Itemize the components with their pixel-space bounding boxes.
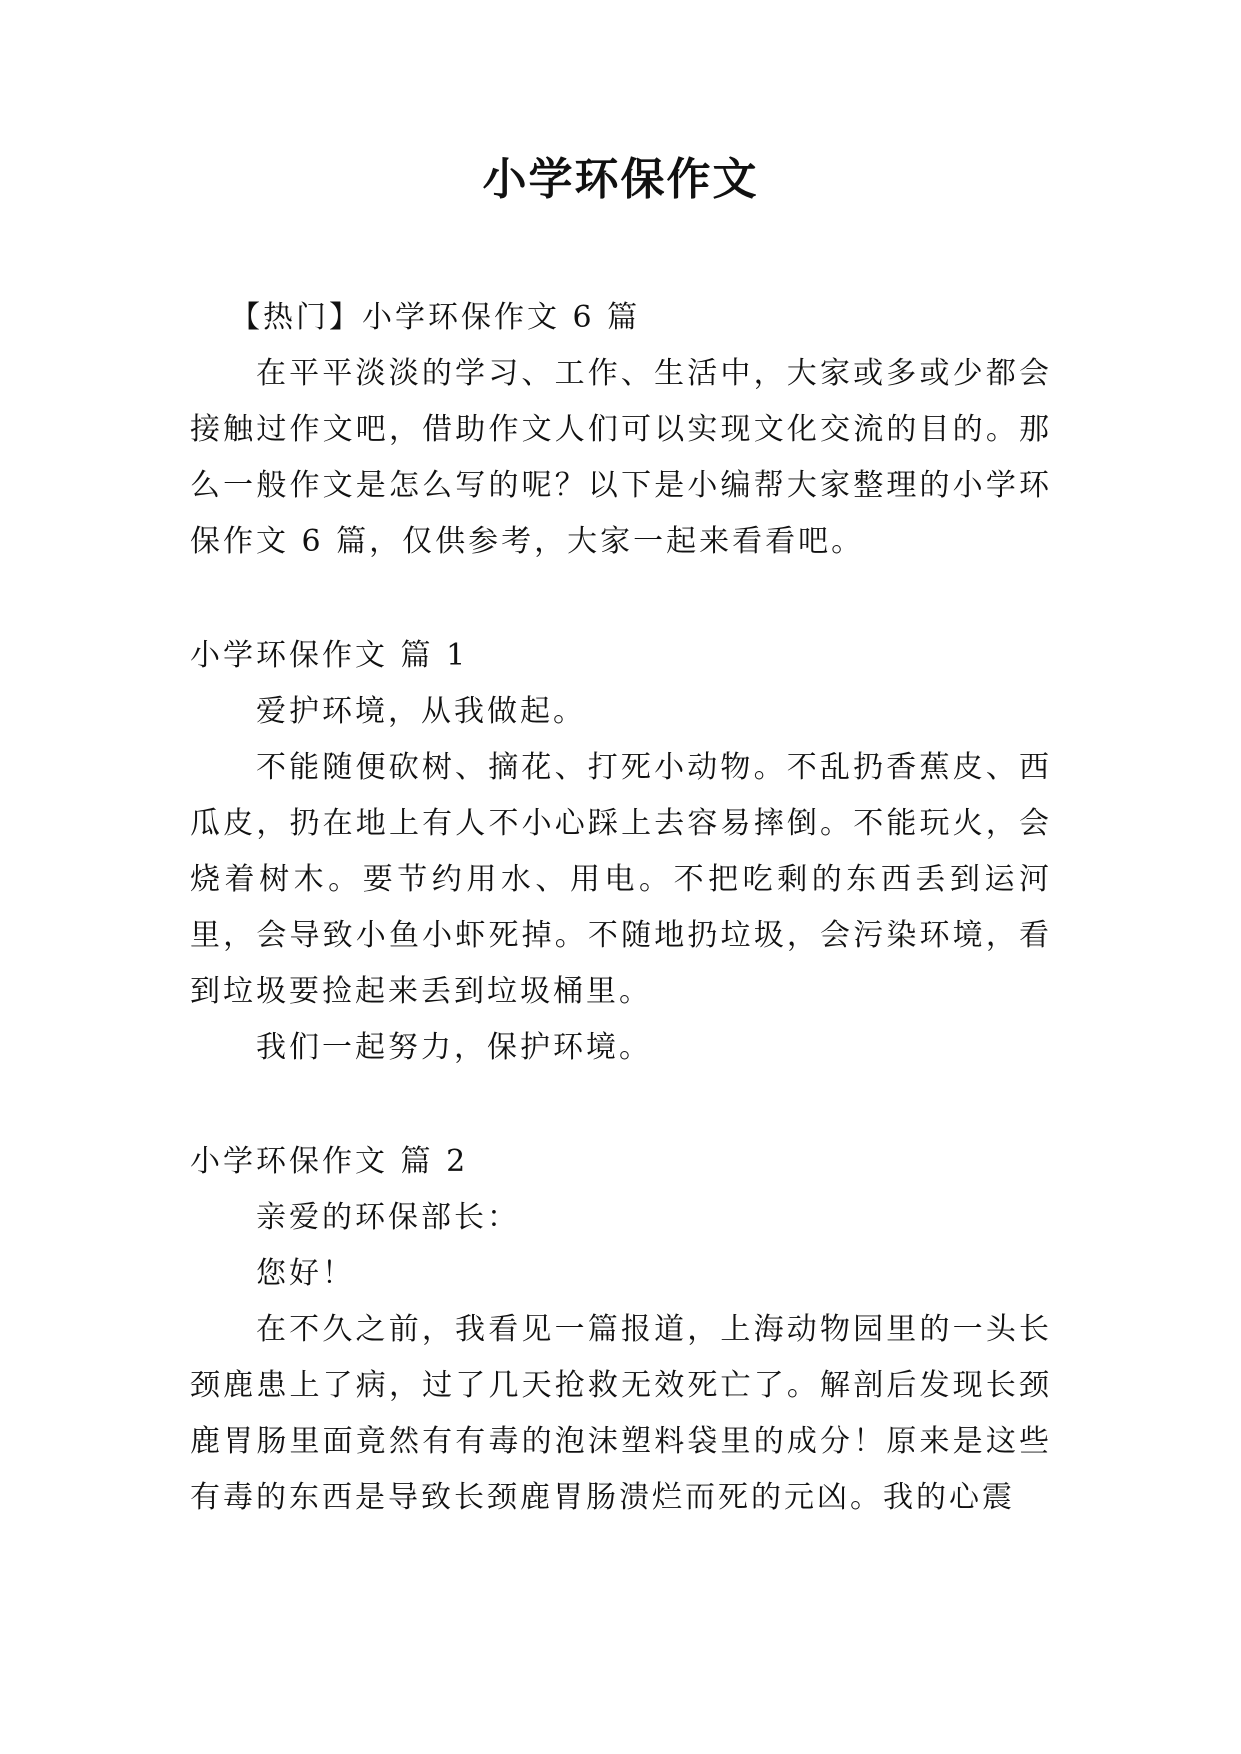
intro-line: 【热门】小学环保作文 6 篇	[230, 300, 641, 335]
section-heading-1: 小学环保作文 篇 1	[190, 638, 469, 673]
section-1-paragraph-1: 爱护环境，从我做起。	[256, 694, 586, 729]
section-heading-2: 小学环保作文 篇 2	[190, 1144, 469, 1179]
section-2-greeting: 您好！	[256, 1256, 355, 1291]
section-1-paragraph-3: 我们一起努力，保护环境。	[256, 1030, 652, 1065]
intro-paragraph: 在平平淡淡的学习、工作、生活中，大家或多或少都会接触过作文吧，借助作文人们可以实现文化交流的目的。那么一般作文是怎么写的呢？以下是小编帮大家整理的小学环保作文 6 篇，仅供参考，大家一起来看看吧。	[190, 356, 1052, 559]
document-body	[190, 290, 1052, 1526]
section-2-paragraph-1: 在不久之前，我看见一篇报道，上海动物园里的一头长颈鹿患上了病，过了几天抢救无效死亡了。解剖后发现长颈鹿胃肠里面竟然有有毒的泡沫塑料袋里的成分！原来是这些有毒的东西是导致长颈鹿胃肠溃烂而死的元凶。我的心震	[190, 1312, 1052, 1515]
document-title: 小学环保作文	[482, 154, 759, 205]
section-2-salutation: 亲爱的环保部长：	[256, 1200, 520, 1235]
section-1-paragraph-2: 不能随便砍树、摘花、打死小动物。不乱扔香蕉皮、西瓜皮，扔在地上有人不小心踩上去容易摔倒。不能玩火，会烧着树木。要节约用水、用电。不把吃剩的东西丢到运河里，会导致小鱼小虾死掉。不随地扔垃圾，会污染环境，看到垃圾要捡起来丢到垃圾桶里。	[190, 750, 1052, 1009]
